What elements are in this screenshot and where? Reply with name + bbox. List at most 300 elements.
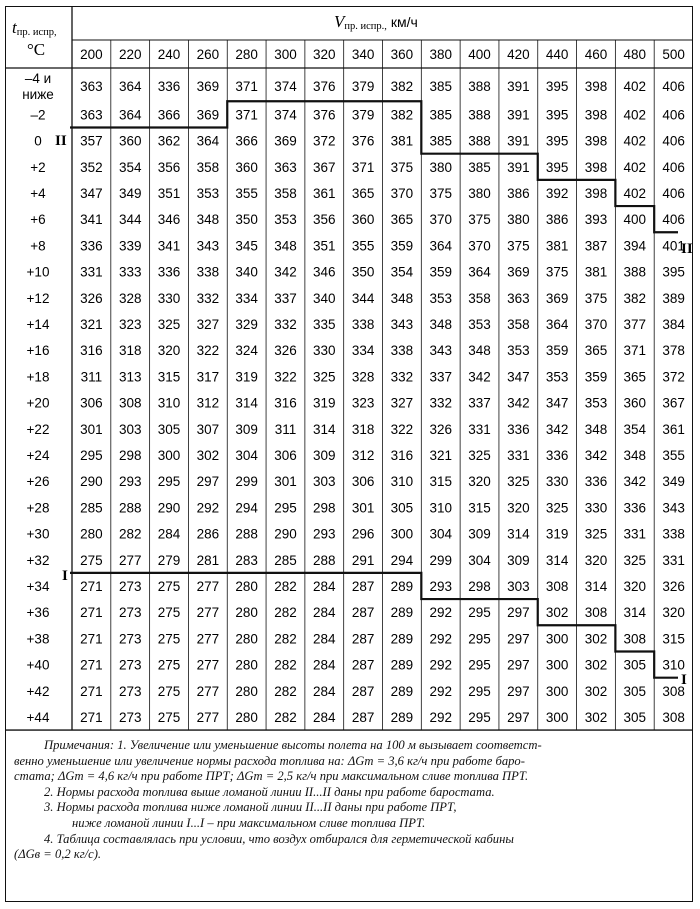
note-3-line-2: ниже ломаной линии I...I – при максимальном сливе топлива ПРТ. bbox=[72, 815, 426, 830]
table-cell: 314 bbox=[623, 605, 647, 621]
table-cell: 379 bbox=[351, 79, 375, 94]
table-cell: 320 bbox=[584, 552, 608, 568]
table-cell: 279 bbox=[157, 552, 181, 568]
table-cell: 369 bbox=[507, 264, 530, 280]
table-cell: 347 bbox=[80, 185, 103, 201]
table-cell: 331 bbox=[662, 552, 685, 568]
table-cell: 298 bbox=[468, 578, 491, 594]
table-cell: 341 bbox=[157, 238, 181, 254]
line-I-right-label: I bbox=[681, 672, 687, 688]
table-cell: 277 bbox=[196, 605, 220, 621]
table-cell: 314 bbox=[545, 552, 569, 568]
table-cell: 295 bbox=[80, 447, 103, 463]
table-cell: 277 bbox=[196, 709, 220, 725]
table-cell: 316 bbox=[274, 395, 297, 411]
table-cell: 398 bbox=[584, 159, 608, 175]
table-cell: 364 bbox=[545, 316, 569, 332]
table-cell: 395 bbox=[545, 159, 569, 175]
table-cell: 316 bbox=[80, 343, 103, 359]
table-cell: 356 bbox=[313, 212, 336, 228]
table-cell: 352 bbox=[80, 159, 103, 175]
table-cell: 322 bbox=[196, 343, 220, 359]
table-cell: 316 bbox=[390, 447, 414, 463]
table-cell: 369 bbox=[196, 107, 220, 123]
table-cell: 323 bbox=[118, 316, 142, 332]
table-cell: 282 bbox=[274, 657, 297, 673]
table-cell: 280 bbox=[235, 578, 258, 594]
table-cell: 300 bbox=[545, 631, 569, 647]
table-cell: 385 bbox=[429, 107, 452, 123]
table-cell: 359 bbox=[545, 343, 569, 359]
table-cell: 310 bbox=[429, 500, 452, 516]
table-cell: 280 bbox=[235, 683, 258, 699]
table-cell: 348 bbox=[390, 290, 414, 306]
table-cell: 354 bbox=[390, 264, 414, 280]
line-I-left-label: I bbox=[62, 568, 68, 584]
table-cell: 325 bbox=[157, 316, 181, 332]
table-cell: 308 bbox=[623, 631, 647, 647]
table-cell: 330 bbox=[313, 343, 336, 359]
table-cell: 315 bbox=[429, 474, 452, 490]
table-cell: 371 bbox=[351, 159, 375, 175]
table-cell: 282 bbox=[274, 709, 297, 725]
table-cell: 406 bbox=[662, 107, 685, 123]
table-cell: 343 bbox=[390, 316, 414, 332]
table-cell: 312 bbox=[196, 395, 220, 411]
line-II-right-label: II bbox=[681, 241, 693, 257]
row-temp-label: +10 bbox=[26, 264, 50, 280]
table-cell: 305 bbox=[623, 709, 647, 725]
table-cell: 310 bbox=[390, 474, 414, 490]
table-cell: 359 bbox=[390, 238, 414, 254]
table-cell: 327 bbox=[196, 316, 220, 332]
table-body bbox=[22, 71, 685, 725]
table-cell: 336 bbox=[157, 264, 181, 280]
table-cell: 388 bbox=[623, 264, 647, 280]
note-2: 2. Нормы расхода топлива выше ломаной линии II...II даны при работе баростата. bbox=[44, 784, 495, 799]
table-cell: 353 bbox=[507, 343, 530, 359]
table-cell: 355 bbox=[351, 238, 375, 254]
table-cell: 382 bbox=[390, 107, 414, 123]
table-cell: 331 bbox=[507, 447, 530, 463]
table-cell: 360 bbox=[235, 159, 258, 175]
table-cell: 297 bbox=[196, 474, 220, 490]
table-cell: 385 bbox=[468, 159, 491, 175]
row-temp-label: 0 bbox=[34, 133, 42, 149]
table-cell: 376 bbox=[313, 107, 336, 123]
table-cell: 295 bbox=[157, 474, 181, 490]
row-temp-label: +16 bbox=[26, 343, 50, 359]
table-cell: 287 bbox=[351, 631, 375, 647]
speed-header-cell: 400 bbox=[468, 47, 491, 62]
table-cell: 402 bbox=[623, 185, 647, 201]
table-cell: 301 bbox=[80, 421, 103, 437]
table-cell: 319 bbox=[235, 369, 258, 385]
table-cell: 406 bbox=[662, 133, 685, 149]
table-cell: 273 bbox=[118, 605, 142, 621]
table-cell: 324 bbox=[235, 343, 258, 359]
table-cell: 343 bbox=[429, 343, 452, 359]
table-cell: 287 bbox=[351, 578, 375, 594]
row-temp-label: +30 bbox=[26, 526, 50, 542]
table-cell: 327 bbox=[390, 395, 414, 411]
table-cell: 303 bbox=[507, 578, 530, 594]
table-cell: 277 bbox=[196, 657, 220, 673]
row-temp-label: +38 bbox=[26, 631, 50, 647]
table-cell: 302 bbox=[584, 709, 608, 725]
table-cell: 331 bbox=[623, 526, 647, 542]
table-cell: 304 bbox=[235, 447, 258, 463]
table-cell: 289 bbox=[390, 709, 414, 725]
notes-block bbox=[14, 738, 686, 863]
table-cell: 287 bbox=[351, 709, 375, 725]
table-cell: 320 bbox=[157, 343, 181, 359]
table-cell: 365 bbox=[584, 343, 608, 359]
table-cell: 365 bbox=[623, 369, 647, 385]
table-cell: 271 bbox=[80, 578, 103, 594]
table-cell: 273 bbox=[118, 578, 142, 594]
table-cell: 315 bbox=[468, 500, 491, 516]
table-cell: 367 bbox=[662, 395, 685, 411]
table-cell: 350 bbox=[351, 264, 375, 280]
table-cell: 365 bbox=[351, 185, 375, 201]
table-cell: 292 bbox=[429, 631, 452, 647]
table-cell: 273 bbox=[118, 683, 142, 699]
table-cell: 305 bbox=[157, 421, 181, 437]
table-cell: 322 bbox=[274, 369, 297, 385]
table-cell: 353 bbox=[545, 369, 569, 385]
table-cell: 309 bbox=[313, 447, 336, 463]
table-cell: 292 bbox=[429, 657, 452, 673]
table-cell: 320 bbox=[507, 500, 530, 516]
table-cell: 309 bbox=[507, 552, 530, 568]
table-cell: 326 bbox=[80, 290, 103, 306]
table-cell: 348 bbox=[429, 316, 452, 332]
table-cell: 353 bbox=[274, 212, 297, 228]
table-cell: 354 bbox=[118, 159, 142, 175]
table-cell: 289 bbox=[390, 605, 414, 621]
table-cell: 319 bbox=[545, 526, 569, 542]
table-cell: 302 bbox=[584, 657, 608, 673]
table-cell: 277 bbox=[196, 578, 220, 594]
table-cell: 304 bbox=[429, 526, 452, 542]
row-temp-label: –4 и bbox=[24, 71, 52, 86]
table-cell: 375 bbox=[468, 212, 491, 228]
table-cell: 363 bbox=[507, 290, 530, 306]
table-cell: 287 bbox=[351, 683, 375, 699]
table-cell: 380 bbox=[468, 185, 491, 201]
note-4-line-2: (ΔGв = 0,2 кг/с). bbox=[14, 847, 102, 862]
table-cell: 290 bbox=[274, 526, 297, 542]
speed-header-cell: 300 bbox=[274, 47, 297, 62]
speed-header-cell: 200 bbox=[80, 47, 103, 62]
table-cell: 314 bbox=[507, 526, 530, 542]
table-cell: 337 bbox=[274, 290, 297, 306]
table-cell: 401 bbox=[662, 238, 685, 254]
table-cell: 306 bbox=[274, 447, 297, 463]
table-cell: 323 bbox=[351, 395, 375, 411]
table-cell: 347 bbox=[545, 395, 569, 411]
table-cell: 365 bbox=[390, 212, 414, 228]
table-cell: 350 bbox=[235, 212, 258, 228]
table-cell: 332 bbox=[196, 290, 220, 306]
table-cell: 333 bbox=[118, 264, 142, 280]
table-cell: 332 bbox=[429, 395, 452, 411]
table-cell: 320 bbox=[662, 605, 685, 621]
table-cell: 282 bbox=[118, 526, 142, 542]
table-cell: 284 bbox=[313, 657, 336, 673]
table-cell: 300 bbox=[157, 447, 181, 463]
table-cell: 310 bbox=[662, 657, 685, 673]
table-cell: 302 bbox=[584, 683, 608, 699]
table-cell: 395 bbox=[545, 133, 569, 149]
table-cell: 315 bbox=[157, 369, 181, 385]
table-cell: 298 bbox=[118, 447, 142, 463]
table-cell: 325 bbox=[584, 526, 608, 542]
speed-header-cell: 320 bbox=[313, 47, 336, 62]
table-cell: 402 bbox=[623, 159, 647, 175]
table-cell: 360 bbox=[351, 212, 375, 228]
speed-header-cell: 280 bbox=[235, 47, 258, 62]
table-cell: 366 bbox=[235, 133, 258, 149]
table-cell: 370 bbox=[584, 316, 608, 332]
note-1-line-2: венно уменьшение или увеличение нормы расхода топлива на: ΔGт = 3,6 кг/ч при работе баро- bbox=[14, 753, 525, 768]
table-cell: 382 bbox=[623, 290, 647, 306]
note-1-line-1: Примечания: 1. Увеличение или уменьшение высоты полета на 100 м вызывает соответст- bbox=[44, 738, 542, 752]
table-cell: 298 bbox=[313, 500, 336, 516]
table-cell: 348 bbox=[584, 421, 608, 437]
table-cell: 354 bbox=[623, 421, 647, 437]
row-temp-label: +20 bbox=[26, 395, 50, 411]
table-cell: 371 bbox=[235, 79, 258, 94]
table-cell: 339 bbox=[118, 238, 142, 254]
table-cell: 295 bbox=[468, 657, 491, 673]
row-temp-label: +8 bbox=[30, 238, 46, 254]
table-cell: 375 bbox=[545, 264, 569, 280]
table-cell: 290 bbox=[80, 474, 103, 490]
table-cell: 363 bbox=[80, 79, 103, 94]
table-cell: 292 bbox=[429, 683, 452, 699]
table-cell: 325 bbox=[623, 552, 647, 568]
table-cell: 355 bbox=[235, 185, 258, 201]
table-cell: 289 bbox=[390, 657, 414, 673]
table-cell: 300 bbox=[545, 657, 569, 673]
table-cell: 346 bbox=[313, 264, 336, 280]
table-cell: 287 bbox=[351, 605, 375, 621]
temp-header-label: tпр. испр, bbox=[12, 18, 57, 38]
table-cell: 348 bbox=[196, 212, 220, 228]
table-cell: 395 bbox=[662, 264, 685, 280]
table-cell: 374 bbox=[274, 107, 297, 123]
table-cell: 320 bbox=[468, 474, 491, 490]
table-cell: 284 bbox=[313, 578, 336, 594]
table-cell: 292 bbox=[429, 709, 452, 725]
table-cell: 295 bbox=[468, 709, 491, 725]
table-cell: 363 bbox=[274, 159, 297, 175]
table-cell: 297 bbox=[507, 605, 530, 621]
table-cell: 375 bbox=[429, 185, 452, 201]
table-cell: 369 bbox=[545, 290, 569, 306]
table-cell: 358 bbox=[196, 159, 220, 175]
table-cell: 346 bbox=[157, 212, 181, 228]
table-cell: 299 bbox=[429, 552, 452, 568]
table-cell: 388 bbox=[468, 133, 491, 149]
table-cell: 312 bbox=[351, 447, 375, 463]
table-cell: 377 bbox=[623, 316, 647, 332]
table-cell: 285 bbox=[274, 552, 297, 568]
table-cell: 291 bbox=[351, 552, 375, 568]
table-cell: 303 bbox=[118, 421, 142, 437]
line-II-left-label: II bbox=[55, 133, 67, 149]
table-cell: 292 bbox=[196, 500, 220, 516]
table-cell: 336 bbox=[507, 421, 530, 437]
table-cell: 282 bbox=[274, 605, 297, 621]
table-cell: 282 bbox=[274, 683, 297, 699]
table-cell: 381 bbox=[545, 238, 569, 254]
table-cell: 378 bbox=[662, 343, 685, 359]
row-temp-label: +32 bbox=[26, 552, 50, 568]
table-cell: 280 bbox=[80, 526, 103, 542]
table-cell: 277 bbox=[196, 683, 220, 699]
table-cell: 376 bbox=[313, 79, 336, 94]
table-cell: 391 bbox=[507, 79, 530, 94]
speed-header-cell: 240 bbox=[157, 47, 181, 62]
table-cell: 366 bbox=[157, 107, 181, 123]
table-cell: 372 bbox=[313, 133, 336, 149]
table-cell: 308 bbox=[662, 683, 685, 699]
table-cell: 302 bbox=[196, 447, 220, 463]
table-cell: 300 bbox=[545, 709, 569, 725]
table-cell: 345 bbox=[235, 238, 258, 254]
table-cell: 282 bbox=[274, 578, 297, 594]
table-cell: 289 bbox=[390, 631, 414, 647]
table-cell: 336 bbox=[584, 474, 608, 490]
table-cell: 353 bbox=[429, 290, 452, 306]
table-cell: 395 bbox=[545, 79, 569, 94]
table-cell: 314 bbox=[313, 421, 336, 437]
table-cell: 284 bbox=[157, 526, 181, 542]
table-cell: 309 bbox=[235, 421, 258, 437]
table-cell: 342 bbox=[274, 264, 297, 280]
table-cell: 367 bbox=[313, 159, 336, 175]
table-cell: 357 bbox=[80, 133, 103, 149]
table-cell: 301 bbox=[274, 474, 297, 490]
table-cell: 326 bbox=[662, 578, 685, 594]
table-cell: 271 bbox=[80, 657, 103, 673]
table-cell: 342 bbox=[507, 395, 530, 411]
table-cell: 305 bbox=[390, 500, 414, 516]
table-cell: 295 bbox=[468, 605, 491, 621]
table-cell: 400 bbox=[623, 212, 647, 228]
table-cell: 273 bbox=[118, 709, 142, 725]
table-cell: 282 bbox=[274, 631, 297, 647]
table-cell: 406 bbox=[662, 79, 685, 94]
table-cell: 344 bbox=[118, 212, 142, 228]
speed-header-cell: 340 bbox=[351, 47, 375, 62]
table-cell: 398 bbox=[584, 185, 608, 201]
table-cell: 389 bbox=[662, 290, 685, 306]
table-cell: 330 bbox=[584, 500, 608, 516]
table-cell: 335 bbox=[313, 316, 336, 332]
table-cell: 292 bbox=[429, 605, 452, 621]
table-cell: 286 bbox=[196, 526, 220, 542]
table-cell: 310 bbox=[157, 395, 181, 411]
table-cell: 349 bbox=[118, 185, 142, 201]
table-cell: 313 bbox=[118, 369, 142, 385]
table-cell: 284 bbox=[313, 631, 336, 647]
speed-header-cell: 260 bbox=[196, 47, 220, 62]
row-temp-label: +14 bbox=[26, 316, 50, 332]
row-temp-label: –2 bbox=[30, 107, 46, 123]
table-cell: 277 bbox=[196, 631, 220, 647]
table-cell: 317 bbox=[196, 369, 220, 385]
table-cell: 402 bbox=[623, 133, 647, 149]
table-cell: 402 bbox=[623, 107, 647, 123]
row-temp-label: +4 bbox=[30, 185, 46, 201]
table-cell: 402 bbox=[623, 79, 647, 94]
temp-header-unit: °C bbox=[27, 40, 46, 59]
table-cell: 305 bbox=[623, 657, 647, 673]
table-cell: 306 bbox=[80, 395, 103, 411]
table-cell: 347 bbox=[507, 369, 530, 385]
table-cell: 398 bbox=[584, 107, 608, 123]
row-temp-label: +36 bbox=[26, 605, 50, 621]
table-cell: 374 bbox=[274, 79, 297, 94]
row-temp-label: +2 bbox=[30, 159, 46, 175]
row-temp-label: +34 bbox=[26, 578, 50, 594]
table-cell: 284 bbox=[313, 709, 336, 725]
table-cell: 395 bbox=[545, 107, 569, 123]
table-cell: 329 bbox=[235, 316, 258, 332]
table-cell: 371 bbox=[623, 343, 647, 359]
table-cell: 277 bbox=[118, 552, 142, 568]
table-cell: 332 bbox=[274, 316, 297, 332]
table-cell: 343 bbox=[662, 500, 685, 516]
note-4-line-1: 4. Таблица составлялась при условии, что воздух отбирался для герметической кабины bbox=[44, 831, 514, 846]
table-cell: 336 bbox=[545, 447, 569, 463]
table-cell: 388 bbox=[468, 79, 491, 94]
table-cell: 325 bbox=[313, 369, 336, 385]
table-cell: 309 bbox=[468, 526, 491, 542]
table-cell: 287 bbox=[351, 657, 375, 673]
table-cell: 297 bbox=[507, 683, 530, 699]
table-cell: 338 bbox=[662, 526, 685, 542]
table-cell: 307 bbox=[196, 421, 220, 437]
table-cell: 280 bbox=[235, 709, 258, 725]
table-cell: 302 bbox=[545, 605, 569, 621]
table-cell: 293 bbox=[313, 526, 336, 542]
table-cell: 319 bbox=[313, 395, 336, 411]
table-cell: 361 bbox=[313, 185, 336, 201]
table-cell: 360 bbox=[623, 395, 647, 411]
table-cell: 353 bbox=[584, 395, 608, 411]
table-cell: 288 bbox=[118, 500, 142, 516]
table-cell: 280 bbox=[235, 605, 258, 621]
table-cell: 325 bbox=[545, 500, 569, 516]
table-cell: 364 bbox=[429, 238, 452, 254]
table-cell: 308 bbox=[118, 395, 142, 411]
table-cell: 386 bbox=[507, 185, 530, 201]
row-temp-label: +28 bbox=[26, 500, 50, 516]
table-cell: 320 bbox=[623, 578, 647, 594]
table-cell: 321 bbox=[429, 447, 452, 463]
table-cell: 295 bbox=[274, 500, 297, 516]
table-cell: 391 bbox=[507, 159, 530, 175]
row-temp-label: +40 bbox=[26, 657, 50, 673]
speed-header-cell: 380 bbox=[429, 47, 452, 62]
table-cell: 308 bbox=[584, 605, 608, 621]
table-cell: 406 bbox=[662, 212, 685, 228]
